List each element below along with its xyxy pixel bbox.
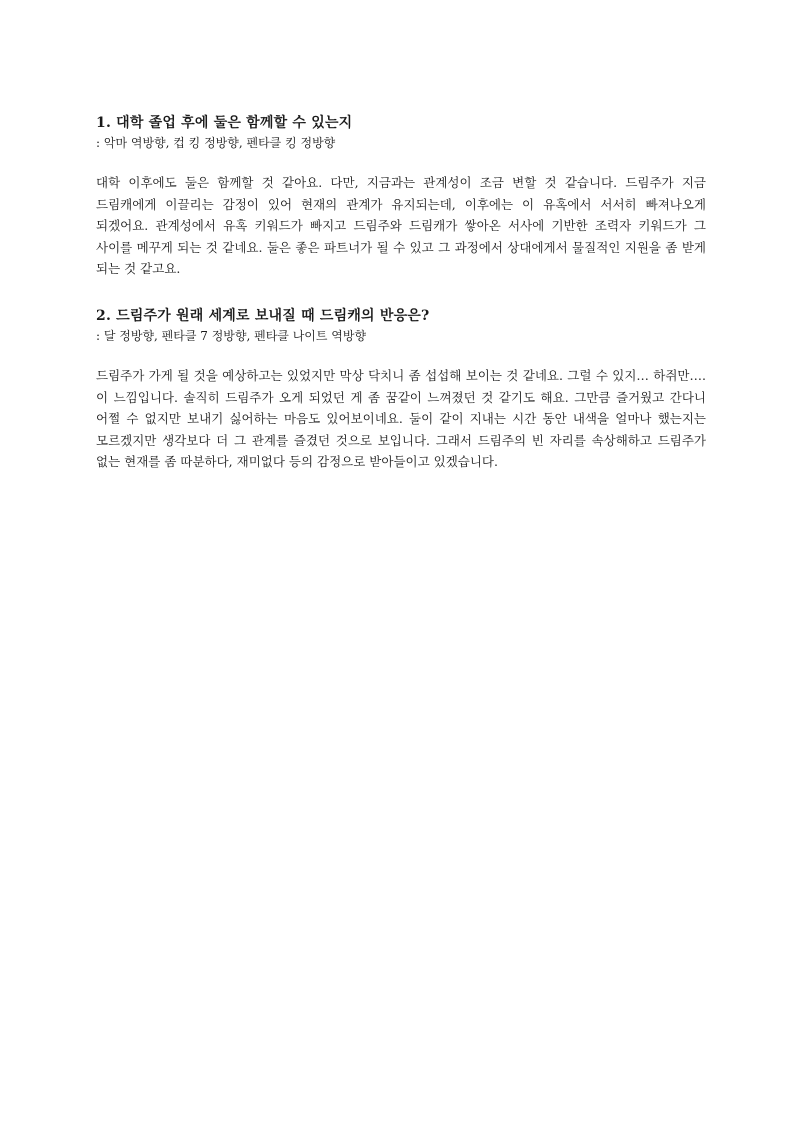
card-spread-line: : 달 정방향, 펜타클 7 정방향, 펜타클 나이트 역방향	[96, 328, 367, 343]
reading-section-2	[96, 305, 706, 473]
question-heading: 2. 드림주가 원래 세계로 보내질 때 드림캐의 반응은?	[96, 307, 430, 324]
document-body	[96, 112, 706, 473]
question-heading: 1. 대학 졸업 후에 둘은 함께할 수 있는지	[96, 115, 353, 131]
reading-section-1	[96, 112, 706, 280]
reading-paragraph: 대학 이후에도 둘은 함께할 것 같아요. 다만, 지금과는 관계성이 조금 변할 것 같습니다. 드림주가 지금 드림캐에게 이끌리는 감정이 있어 현재의 관계가 유지되는데, 이후에는 이 유혹에서 서서히 빠져나오게 되겠어요. 관계성에서 유혹 키워드가 빠지고 드림주와 드림캐가 쌓아온 서사에 기반한 조력자 키워드가 그 사이를 메꾸게 되는 것 같네요. 둘은 좋은 파트너가 될 수 있고 그 과정에서 상대에게서 물질적인 지원을 좀 받게 되는 것 같고요.	[96, 175, 706, 277]
card-spread-line: : 악마 역방향, 컵 킹 정방향, 펜타클 킹 정방향	[96, 136, 336, 150]
reading-paragraph: 드림주가 가게 될 것을 예상하고는 있었지만 막상 닥치니 좀 섭섭해 보이는 것 같네요. 그럴 수 있지… 하쥐만…. 이 느낌입니다. 솔직히 드림주가 오게 되었던 게 좀 꿈같이 느껴졌던 것 같기도 해요. 그만큼 즐거웠고 간다니 어쩔 수 없지만 보내기 싫어하는 마음도 있어보이네요. 둘이 같이 지내는 시간 동안 내색을 얼마나 했는지는 모르겠지만 생각보다 더 그 관계를 즐겼던 것으로 보입니다. 그래서 드림주의 빈 자리를 속상해하고 드림주가 없는 현재를 좀 따분하다, 재미없다 등의 감정으로 받아들이고 있겠습니다.	[96, 367, 706, 470]
